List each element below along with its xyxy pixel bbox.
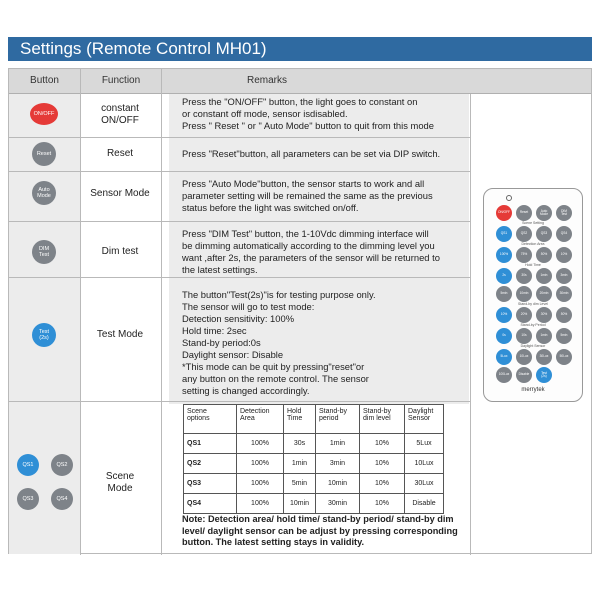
page-title: Settings (Remote Control MH01) <box>20 39 267 58</box>
qs4-button[interactable]: QS4 <box>51 488 73 510</box>
remote-button-top-2[interactable]: Auto Mode <box>536 205 552 221</box>
remote-button-sec1-2[interactable]: 1min <box>536 268 552 284</box>
cell: 5min <box>284 474 316 494</box>
table-row <box>184 454 444 474</box>
cell: 10Lux <box>405 454 444 474</box>
table-header <box>9 69 591 94</box>
cell: 1min <box>284 454 316 474</box>
remote-button-sec4-2[interactable]: 30Lux <box>536 349 552 365</box>
remote-button-qs-3[interactable]: QS4 <box>556 226 572 242</box>
remote-section-label: Stand-by Period <box>520 323 546 327</box>
remote-section-label: Daylight Sensor <box>520 344 546 348</box>
remote-button-sec4-1[interactable]: 10Lux <box>516 349 532 365</box>
remote-button-sec3-1[interactable]: 10s <box>516 328 532 344</box>
remote-control <box>483 188 583 402</box>
cell: 10min <box>316 474 360 494</box>
remote-button-sec3-3[interactable]: 5min <box>556 328 572 344</box>
function-sensor-mode: Sensor Mode <box>90 188 150 199</box>
cell: Disable <box>405 494 444 514</box>
remote-button-sec0-1[interactable]: 75% <box>516 247 532 263</box>
remote-button-sec1-3[interactable]: 30min <box>556 286 572 302</box>
ir-led-icon <box>506 195 512 201</box>
cell: 100% <box>237 494 284 514</box>
remote-button-sec1-1[interactable]: 30s <box>516 268 532 284</box>
remote-button-sec3-0[interactable]: 0s <box>496 328 512 344</box>
scene-note: Note: Detection area/ hold time/ stand-by period/ stand-by dim level/ daylight sensor can be adjust by pressing corresponding button. The latest setting stays in validity. <box>182 514 458 547</box>
remote-button-sec0-2[interactable]: 50% <box>536 247 552 263</box>
remote-button-bottom-0[interactable]: 100Lux <box>496 367 512 383</box>
remote-button-top-3[interactable]: DIM Test <box>556 205 572 221</box>
scene-header-daylight: Daylight Sensor <box>405 405 444 434</box>
function-scene-mode: Scene Mode <box>105 471 135 494</box>
scene-header-options: Scene options <box>184 405 237 434</box>
scene-header-standby: Stand-by period <box>316 405 360 434</box>
cell: 5Lux <box>405 434 444 454</box>
remote-button-sec4-3[interactable]: 50Lux <box>556 349 572 365</box>
cell: QS3 <box>184 474 237 494</box>
cell: 10% <box>360 434 405 454</box>
auto-mode-button[interactable]: Auto Mode <box>32 181 56 205</box>
cell: 10% <box>360 494 405 514</box>
remote-section-label: Detection Area <box>521 242 545 246</box>
dim-test-button[interactable]: DIM Test <box>32 240 56 264</box>
test-2s-button[interactable]: Test (2s) <box>32 323 56 347</box>
table-row <box>184 494 444 514</box>
on-off-button[interactable]: ON/OFF <box>30 103 58 125</box>
header-function: Function <box>101 75 141 86</box>
cell: 100% <box>237 454 284 474</box>
remote-button-qs-1[interactable]: QS2 <box>516 226 532 242</box>
remarks-reset: Press "Reset"button, all parameters can be set via DIP switch. <box>182 148 441 159</box>
cell: 30Lux <box>405 474 444 494</box>
qs2-button[interactable]: QS2 <box>51 454 73 476</box>
cell: QS1 <box>184 434 237 454</box>
remote-button-bottom-2[interactable]: Test (2s) <box>536 367 552 383</box>
remote-button-sec0-3[interactable]: 10% <box>556 247 572 263</box>
title-banner <box>8 37 592 61</box>
remote-button-sec2-1[interactable]: 20% <box>516 307 532 323</box>
cell: 100% <box>237 434 284 454</box>
function-reset: Reset <box>106 148 134 159</box>
remote-button-sec1-0[interactable]: 5min <box>496 286 512 302</box>
remote-button-top-1[interactable]: Reset <box>516 205 532 221</box>
remarks-sensor-mode: Press "Auto Mode"button, the sensor starts to work and all parameter setting will be remained the same as the previous status before the light was switched on/off. <box>182 178 433 213</box>
function-dim-test: Dim test <box>101 246 139 257</box>
remote-button-sec1-1[interactable]: 10min <box>516 286 532 302</box>
qs1-button[interactable]: QS1 <box>17 454 39 476</box>
scene-header-detection: Detection Area <box>237 405 284 434</box>
cell: 10min <box>284 494 316 514</box>
remote-button-sec2-0[interactable]: 10% <box>496 307 512 323</box>
header-remarks: Remarks <box>246 75 287 86</box>
remote-button-sec2-2[interactable]: 30% <box>536 307 552 323</box>
remote-brand: merrytek <box>521 387 545 393</box>
remarks-on-off: Press the "ON/OFF" button, the light goes to constant on or constant off mode, sensor isdisabled. Press " Reset " or " Auto Mode" button to quit from this mode <box>182 96 434 131</box>
remarks-dim-test: Press "DIM Test" button, the 1-10Vdc dimming interface will be dimming automatically according to the dimming level you want ,after 2s, the parameters of the sensor will be returned to the latest settings. <box>182 228 440 275</box>
scene-header-hold: Hold Time <box>284 405 316 434</box>
remote-button-bottom-1[interactable]: Disable <box>516 367 532 383</box>
remote-button-sec4-0[interactable]: 5Lux <box>496 349 512 365</box>
remote-button-sec0-0[interactable]: 100% <box>496 247 512 263</box>
remote-button-sec1-2[interactable]: 20min <box>536 286 552 302</box>
cell: 3min <box>316 454 360 474</box>
scene-table <box>183 404 444 514</box>
scene-header-dim: Stand-by dim level <box>360 405 405 434</box>
function-constant-on-off: constant ON/OFF <box>101 103 139 126</box>
table-row <box>184 434 444 454</box>
remote-button-sec1-3[interactable]: 3min <box>556 268 572 284</box>
cell: 10% <box>360 454 405 474</box>
remote-button-top-0[interactable]: ON/OFF <box>496 205 512 221</box>
remote-button-sec3-2[interactable]: 1min <box>536 328 552 344</box>
remote-button-sec2-3[interactable]: 50% <box>556 307 572 323</box>
qs3-button[interactable]: QS3 <box>17 488 39 510</box>
header-button: Button <box>30 75 59 86</box>
cell: 30s <box>284 434 316 454</box>
cell: 30min <box>316 494 360 514</box>
remote-section-label: Scene Setting <box>522 221 544 225</box>
cell: QS4 <box>184 494 237 514</box>
remote-button-qs-2[interactable]: QS3 <box>536 226 552 242</box>
remote-section-label: Stand-by dim Level <box>518 302 548 306</box>
remote-button-sec1-0[interactable]: 2s <box>496 268 512 284</box>
remote-button-qs-0[interactable]: QS1 <box>496 226 512 242</box>
remarks-test-mode: The button"Test(2s)"is for testing purpose only. The sensor will go to test mode: Detection sensitivity: 100% Hold time: 2sec Stand-by period:0s Daylight sensor: Disable *This mode can be quit by pressing"reset"or any button on the remote control. The sensor setting is changed accordingly. <box>182 289 376 396</box>
cell: 10% <box>360 474 405 494</box>
function-test-mode: Test Mode <box>96 329 144 340</box>
cell: 100% <box>237 474 284 494</box>
cell: 1min <box>316 434 360 454</box>
cell: QS2 <box>184 454 237 474</box>
reset-button[interactable]: Reset <box>32 142 56 166</box>
remote-section-label: Hold Time <box>525 263 541 267</box>
table-row <box>184 474 444 494</box>
